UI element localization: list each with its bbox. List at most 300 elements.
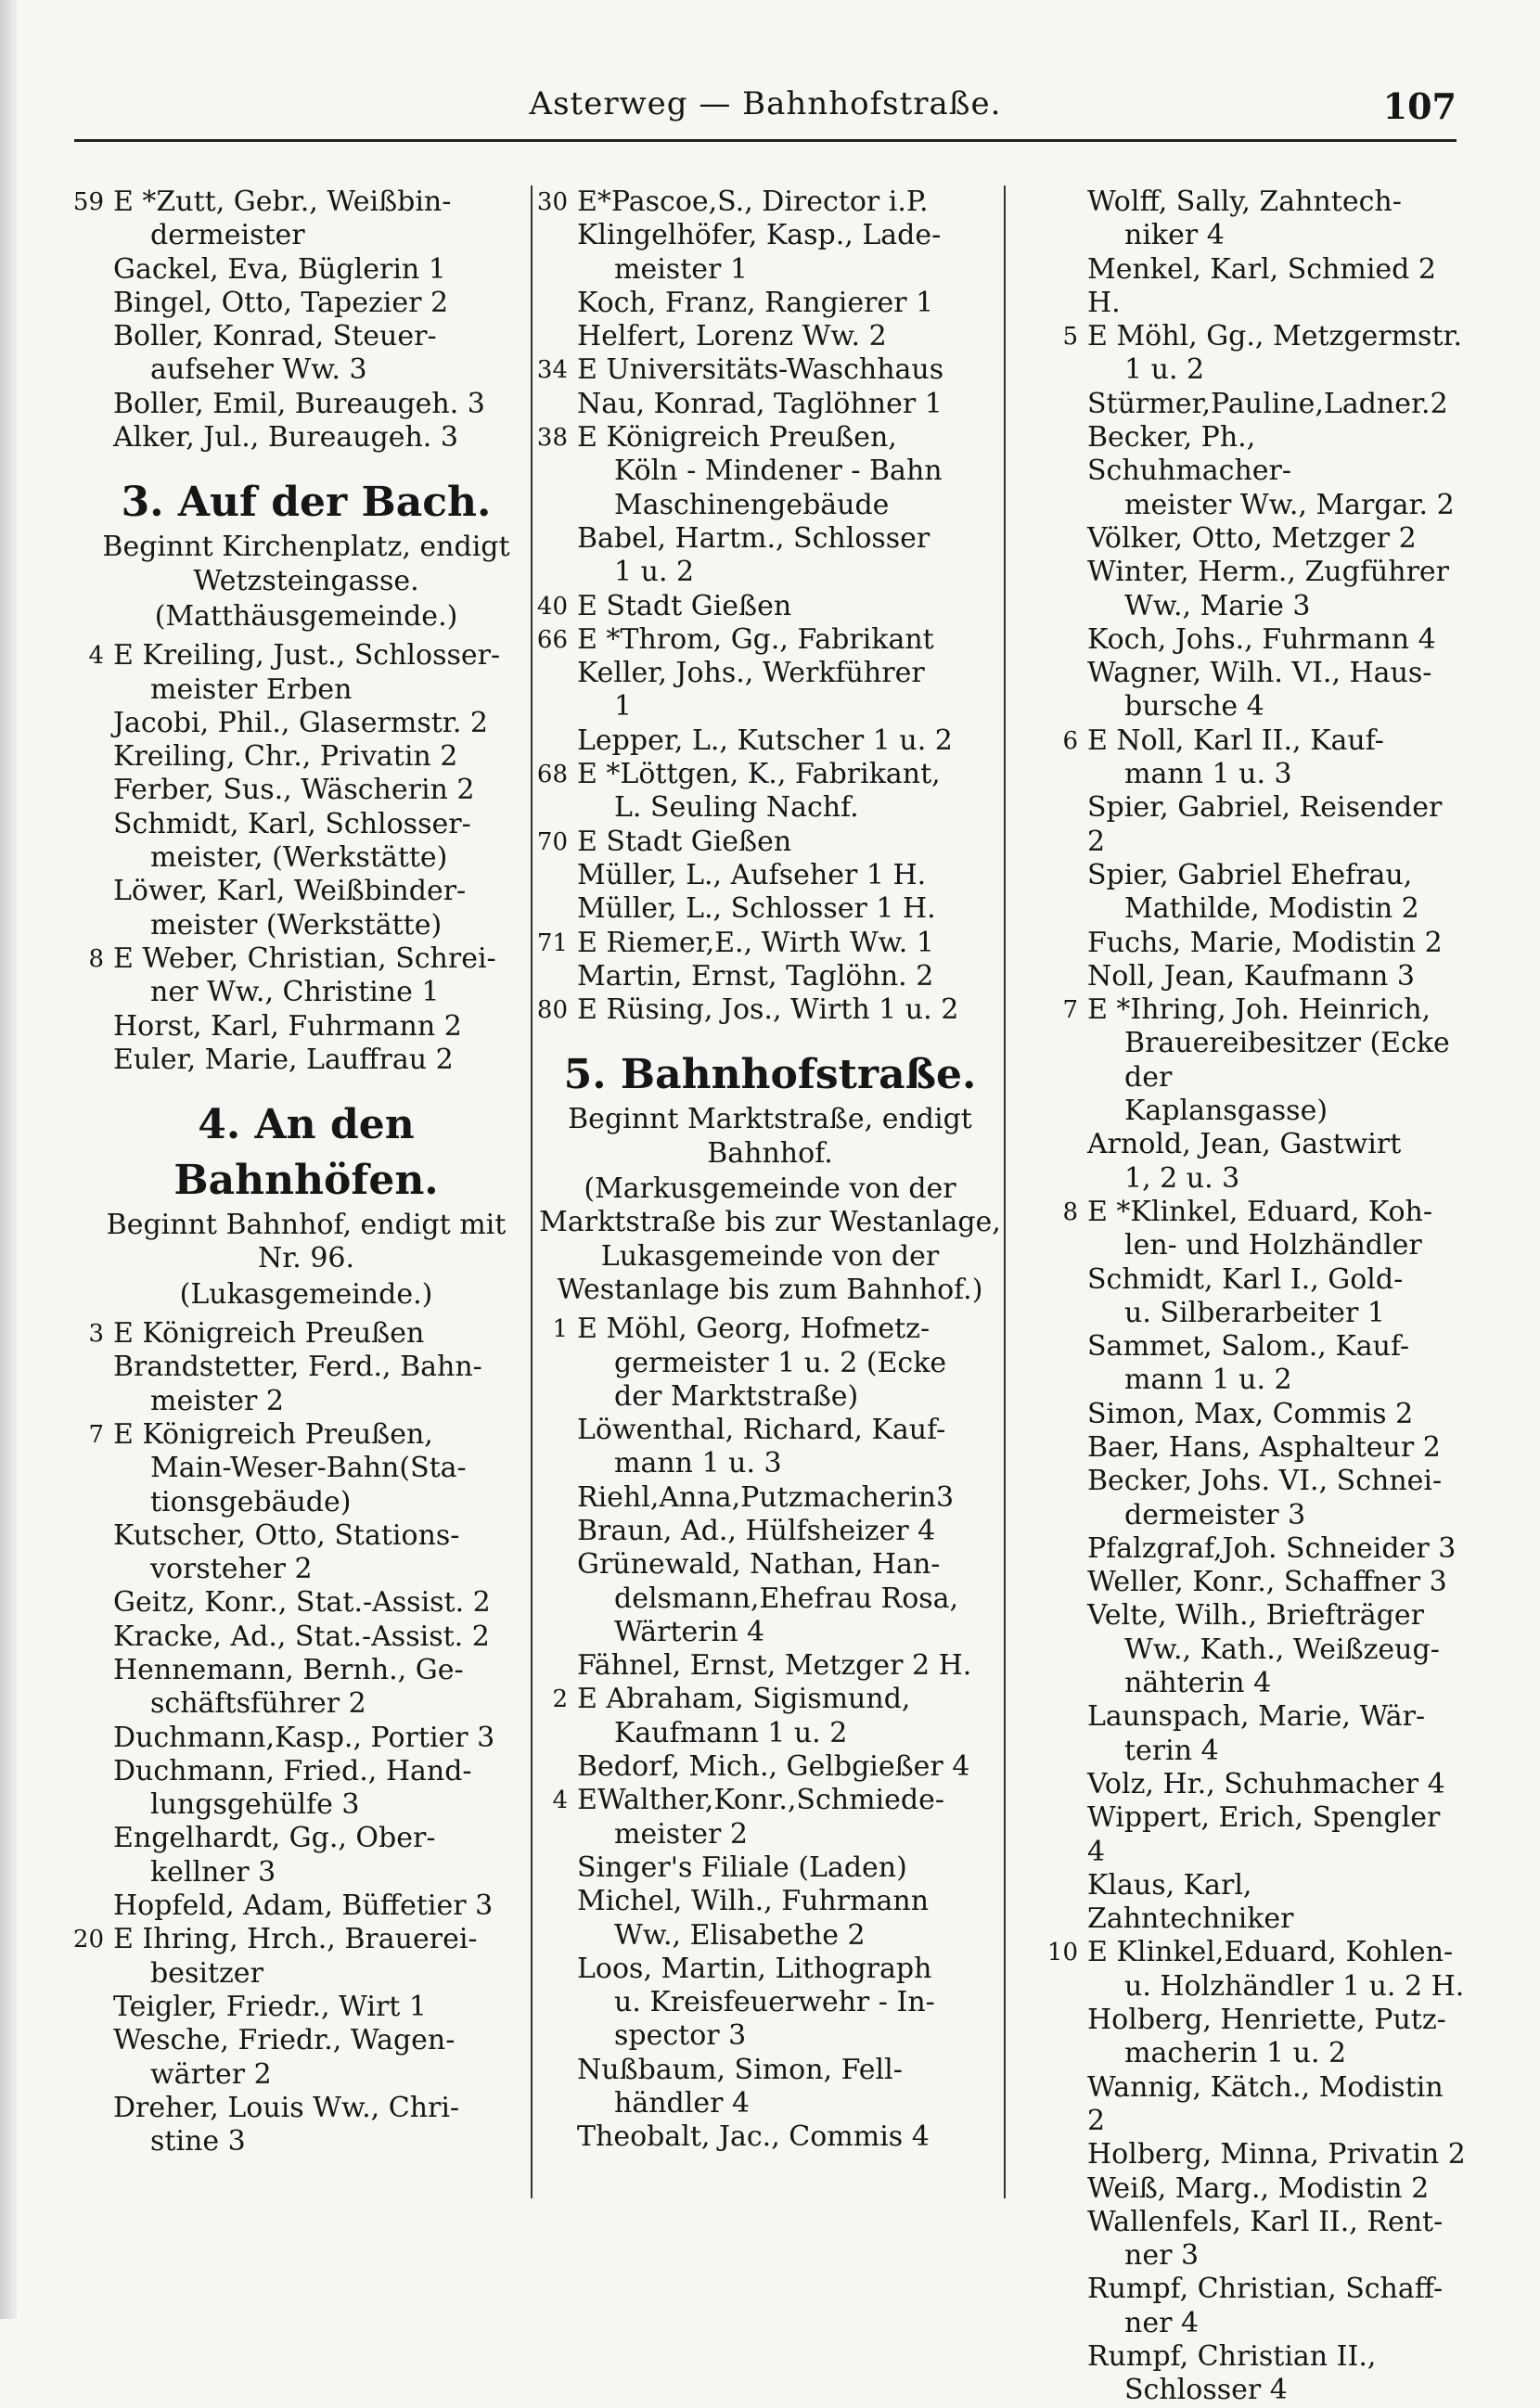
entry-line: macherin 1 u. 2 — [1124, 2037, 1347, 2070]
entry-line: Wallenfels, Karl II., Rent- — [1087, 2205, 1444, 2238]
directory-entry — [1048, 2004, 1466, 2071]
entry-line: meister Ww., Margar. 2 — [1124, 488, 1455, 521]
directory-entry — [74, 320, 538, 388]
entry-line: besitzer — [150, 1956, 263, 1990]
directory-entry — [1048, 421, 1466, 522]
entry-line: u. Kreisfeuerwehr - In- — [614, 1986, 935, 2019]
directory-entry — [538, 287, 1002, 320]
entry-line: Hopfeld, Adam, Büffetier 3 — [113, 1889, 494, 1923]
directory-entry — [538, 186, 1002, 219]
entry-line: Geitz, Konr., Stat.-Assist. 2 — [113, 1586, 491, 1620]
directory-entry — [74, 1351, 538, 1418]
directory-entry — [74, 287, 538, 320]
entry-line: Löwenthal, Richard, Kauf- — [577, 1414, 946, 1447]
directory-entry — [1048, 927, 1466, 960]
directory-entry — [1048, 2138, 1466, 2171]
directory-entry — [1048, 1700, 1466, 1768]
entry-line: dermeister 3 — [1124, 1498, 1306, 1531]
directory-entry — [1048, 1431, 1466, 1465]
entry-line: Baer, Hans, Asphalteur 2 — [1087, 1430, 1441, 1464]
entry-line: E Rüsing, Jos., Wirth 1 u. 2 — [577, 993, 959, 1027]
directory-entry — [1048, 2273, 1466, 2340]
entry-line: Klaus, Karl, Zahntechniker — [1087, 1868, 1294, 1936]
entry-line: Horst, Karl, Fuhrmann 2 — [113, 1009, 462, 1043]
directory-entry — [538, 1851, 1002, 1885]
directory-entry — [1048, 2206, 1466, 2274]
entry-line: Babel, Hartm., Schlosser — [577, 521, 930, 555]
entry-line: Brandstetter, Ferd., Bahn- — [113, 1351, 482, 1384]
directory-entry — [538, 320, 1002, 353]
directory-entry — [538, 522, 1002, 590]
page-header — [74, 85, 1457, 137]
entry-line: Ww., Elisabethe 2 — [614, 1918, 866, 1952]
section-title: 4. An den Bahnhöfen. — [173, 1101, 439, 1205]
directory-entry — [74, 421, 538, 455]
entry-line: Nau, Konrad, Taglöhner 1 — [577, 387, 943, 420]
entry-line: Volz, Hr., Schuhmacher 4 — [1087, 1767, 1445, 1800]
directory-entry — [74, 1586, 538, 1620]
directory-entry — [538, 960, 1002, 993]
house-number: 20 — [72, 1926, 104, 1954]
directory-entry — [1048, 657, 1466, 724]
directory-entry — [538, 219, 1002, 287]
directory-entry — [1048, 1465, 1466, 1532]
column-2 — [538, 186, 1002, 2217]
entry-line: ner 3 — [1124, 2239, 1200, 2273]
entry-line: u. Silberarbeiter 1 — [1124, 1296, 1385, 1329]
entry-line: E Klinkel,Eduard, Kohlen- — [1087, 1936, 1454, 1969]
entry-line: stine 3 — [150, 2125, 246, 2158]
directory-entry — [74, 740, 538, 774]
entry-line: Klingelhöfer, Kasp., Lade- — [577, 219, 942, 252]
entry-line: Velte, Wilh., Briefträger — [1087, 1599, 1424, 1633]
section-description: Wetzsteingasse. — [193, 564, 419, 597]
entry-line: Wannig, Kätch., Modistin 2 — [1087, 2070, 1444, 2137]
entry-line: Völker, Otto, Metzger 2 — [1087, 521, 1417, 555]
section-title: 5. Bahnhofstraße. — [563, 1051, 977, 1099]
entry-line: Main-Weser-Bahn(Sta- — [150, 1452, 467, 1485]
section-description: Nr. 96. — [257, 1242, 355, 1275]
entry-line: lungsgehülfe 3 — [150, 1788, 360, 1822]
entry-line: Keller, Johs., Werkführer — [577, 657, 925, 690]
entry-line: Wagner, Wilh. VI., Haus- — [1087, 657, 1432, 690]
directory-entry — [1048, 1196, 1466, 1263]
entry-line: meister, (Werkstätte) — [150, 841, 448, 875]
directory-entry — [74, 2024, 538, 2092]
entry-line: E Königreich Preußen, — [113, 1417, 433, 1451]
parish-note: (Matthäusgemeinde.) — [154, 599, 458, 633]
house-number: 10 — [1046, 1939, 1078, 1967]
entry-line: Arnold, Jean, Gastwirt — [1087, 1128, 1402, 1161]
entry-line: Kutscher, Otto, Stations- — [113, 1518, 460, 1552]
entry-line: Löwer, Karl, Weißbinder- — [113, 875, 467, 908]
directory-entry — [1048, 724, 1466, 792]
directory-entry — [538, 1885, 1002, 1953]
column-divider — [531, 186, 533, 2198]
directory-entry — [74, 1755, 538, 1823]
section-description: Beginnt Bahnhof, endigt mit — [106, 1209, 507, 1242]
house-number: 7 — [88, 1420, 104, 1449]
entry-line: der Marktstraße) — [614, 1379, 859, 1413]
entry-line: Euler, Marie, Lauffrau 2 — [113, 1043, 454, 1076]
entry-line: Spier, Gabriel Ehefrau, — [1087, 858, 1413, 891]
directory-entry — [74, 1722, 538, 1755]
section-heading — [74, 1097, 538, 1312]
entry-line: Duchmann,Kasp., Portier 3 — [113, 1721, 495, 1754]
entry-line: Köln - Mindener - Bahn — [614, 455, 943, 488]
entry-line: Boller, Emil, Bureaugeh. 3 — [113, 387, 485, 420]
directory-entry — [538, 657, 1002, 724]
directory-entry — [1048, 253, 1466, 321]
entry-line: Brauereibesitzer (Ecke der — [1124, 1027, 1450, 1094]
entry-line: Koch, Franz, Rangierer 1 — [577, 286, 934, 319]
directory-entry — [538, 1515, 1002, 1548]
entry-line: delsmann,Ehefrau Rosa, — [614, 1582, 959, 1615]
directory-entry — [1048, 1128, 1466, 1196]
directory-entry — [1048, 623, 1466, 657]
directory-entry — [1048, 993, 1466, 1128]
directory-entry — [538, 859, 1002, 892]
entry-line: Engelhardt, Gg., Ober- — [113, 1822, 436, 1855]
directory-entry — [74, 1317, 538, 1351]
entry-line: Weller, Konr., Schaffner 3 — [1087, 1566, 1447, 1599]
entry-line: Ferber, Sus., Wäscherin 2 — [113, 774, 475, 807]
entry-line: ner 4 — [1124, 2306, 1200, 2339]
entry-line: Hennemann, Bernh., Ge- — [113, 1653, 464, 1686]
entry-line: E Kreiling, Just., Schlosser- — [113, 639, 501, 672]
entry-line: E *Ihring, Joh. Heinrich, — [1087, 993, 1431, 1027]
entry-line: Maschinengebäude — [614, 488, 890, 521]
entry-line: Bingel, Otto, Tapezier 2 — [113, 286, 449, 319]
entry-line: Theobalt, Jac., Commis 4 — [577, 2120, 930, 2154]
entry-line: E *Zutt, Gebr., Weißbin- — [113, 186, 452, 218]
directory-entry — [1048, 1532, 1466, 1566]
entry-line: Kracke, Ad., Stat.-Assist. 2 — [113, 1620, 490, 1653]
directory-entry — [74, 1418, 538, 1519]
entry-line: kellner 3 — [150, 1855, 276, 1889]
entry-line: Wippert, Erich, Spengler 4 — [1087, 1801, 1441, 1868]
entry-line: Kaufmann 1 u. 2 — [614, 1716, 848, 1749]
entry-line: Martin, Ernst, Taglöhn. 2 — [577, 959, 934, 993]
entry-line: u. Holzhändler 1 u. 2 H. — [1124, 1969, 1465, 2003]
entry-line: Duchmann, Fried., Hand- — [113, 1754, 472, 1787]
entry-line: wärter 2 — [150, 2057, 272, 2091]
directory-entry — [1048, 1330, 1466, 1398]
directory-entry — [74, 1044, 538, 1077]
entry-line: 1, 2 u. 3 — [1124, 1161, 1240, 1195]
directory-entry — [538, 993, 1002, 1027]
entry-line: Wärterin 4 — [614, 1615, 765, 1648]
entry-line: Simon, Max, Commis 2 — [1087, 1397, 1414, 1430]
directory-entry — [1048, 1801, 1466, 1869]
entry-line: Rumpf, Christian II., — [1087, 2340, 1377, 2373]
house-number: 38 — [536, 424, 568, 453]
entry-line: E *Throm, Gg., Fabrikant — [577, 622, 934, 656]
entry-line: mann 1 u. 2 — [1124, 1364, 1292, 1397]
running-head: Asterweg — Bahnhofstraße. — [529, 85, 1002, 122]
directory-entry — [74, 2092, 538, 2159]
entry-line: Müller, L., Schlosser 1 H. — [577, 892, 936, 926]
column-1 — [74, 186, 538, 2217]
house-number: 8 — [88, 944, 104, 973]
directory-entry — [1048, 1398, 1466, 1431]
entry-line: 1 — [614, 690, 633, 724]
directory-entry — [74, 1654, 538, 1722]
directory-entry — [74, 186, 538, 253]
entry-line: Becker, Ph., Schuhmacher- — [1087, 421, 1292, 488]
directory-entry — [538, 1750, 1002, 1784]
entry-line: Schmidt, Karl, Schlosser- — [113, 807, 471, 840]
directory-entry — [538, 1414, 1002, 1481]
directory-entry — [74, 1991, 538, 2024]
entry-line: E Stadt Gießen — [577, 825, 792, 858]
page-number: 107 — [1382, 85, 1457, 127]
directory-entry — [74, 388, 538, 421]
entry-line: Nußbaum, Simon, Fell- — [577, 2053, 903, 2086]
directory-entry — [1048, 960, 1466, 993]
entry-line: Schlosser 4 — [1124, 2374, 1288, 2407]
entry-line: Kaplansgasse) — [1124, 1095, 1328, 1128]
section-description: Beginnt Marktstraße, endigt — [568, 1103, 972, 1136]
entry-line: meister 1 — [614, 252, 748, 286]
entry-line: Teigler, Friedr., Wirt 1 — [113, 1990, 427, 2023]
entry-line: Schmidt, Karl I., Gold- — [1087, 1262, 1404, 1296]
directory-entry — [538, 1649, 1002, 1683]
entry-line: meister 2 — [614, 1817, 748, 1851]
directory-entry — [538, 388, 1002, 421]
entry-line: mann 1 u. 3 — [614, 1447, 782, 1480]
directory-entry — [1048, 1768, 1466, 1801]
entry-line: Helfert, Lorenz Ww. 2 — [577, 320, 887, 353]
entry-line: vorsteher 2 — [150, 1553, 313, 1586]
house-number: 68 — [536, 761, 568, 789]
entry-line: Gackel, Eva, Büglerin 1 — [113, 252, 446, 286]
entry-line: E *Klinkel, Eduard, Koh- — [1087, 1195, 1433, 1228]
directory-entry — [1048, 2340, 1466, 2408]
entry-line: Singer's Filiale (Laden) — [577, 1851, 907, 1884]
entry-line: Fuchs, Marie, Modistin 2 — [1087, 926, 1443, 959]
house-number: 80 — [536, 996, 568, 1025]
directory-entry — [538, 927, 1002, 960]
directory-entry — [1048, 859, 1466, 927]
entry-line: Ww., Kath., Weißzeug- — [1124, 1633, 1440, 1666]
directory-entry — [74, 1889, 538, 1923]
entry-line: Jacobi, Phil., Glasermstr. 2 — [113, 706, 488, 739]
entry-line: len- und Holzhändler — [1124, 1229, 1422, 1262]
directory-entry — [538, 2054, 1002, 2121]
book-gutter-shadow — [0, 0, 17, 2319]
parish-note: (Lukasgemeinde.) — [179, 1277, 433, 1311]
entry-line: Mathilde, Modistin 2 — [1124, 892, 1419, 926]
section-title: 3. Auf der Bach. — [121, 479, 492, 527]
section-description: Bahnhof. — [707, 1136, 833, 1170]
entry-line: Wolff, Sally, Zahntech- — [1087, 186, 1402, 218]
parish-note: (Markusgemeinde von der Marktstraße bis zur Westanlage, Lukasgemeinde von der Westanlage bis zum Bahnhof.) — [539, 1172, 1001, 1306]
entry-line: Braun, Ad., Hülfsheizer 4 — [577, 1514, 936, 1547]
directory-entry — [538, 758, 1002, 826]
entry-line: E Möhl, Gg., Metzgermstr. — [1087, 320, 1463, 353]
directory-entry — [74, 808, 538, 876]
entry-line: L. Seuling Nachf. — [614, 791, 859, 825]
entry-line: bursche 4 — [1124, 690, 1264, 724]
entry-line: nähterin 4 — [1124, 1667, 1272, 1700]
house-number: 4 — [552, 1787, 568, 1815]
entry-line: E Riemer,E., Wirth Ww. 1 — [577, 926, 934, 959]
directory-entry — [1048, 2071, 1466, 2139]
directory-entry — [1048, 1599, 1466, 1700]
entry-line: Menkel, Karl, Schmied 2 H. — [1087, 252, 1436, 319]
entry-line: händler 4 — [614, 2087, 751, 2120]
entry-line: Boller, Konrad, Steuer- — [113, 320, 437, 353]
directory-entry — [1048, 320, 1466, 388]
directory-entry — [1048, 1869, 1466, 1937]
entry-line: tionsgebäude) — [150, 1485, 352, 1518]
directory-entry — [1048, 1566, 1466, 1599]
directory-entry — [538, 826, 1002, 859]
house-number: 40 — [536, 592, 568, 621]
entry-line: E *Löttgen, K., Fabrikant, — [577, 758, 941, 791]
directory-entry — [74, 253, 538, 287]
directory-entry — [538, 1784, 1002, 1851]
section-heading — [74, 475, 538, 634]
house-number: 6 — [1062, 726, 1078, 755]
entry-line: E Weber, Christian, Schrei- — [113, 941, 496, 975]
entry-line: Riehl,Anna,Putzmacherin3 — [577, 1480, 955, 1514]
entry-line: meister 2 — [150, 1384, 284, 1417]
entry-line: Loos, Martin, Lithograph — [577, 1952, 932, 1985]
entry-line: germeister 1 u. 2 (Ecke — [614, 1346, 947, 1379]
directory-entry — [1048, 186, 1466, 253]
directory-entry — [74, 774, 538, 807]
entry-line: Alker, Jul., Bureaugeh. 3 — [113, 421, 458, 455]
entry-line: Winter, Herm., Zugführer — [1087, 556, 1450, 589]
entry-line: Becker, Johs. VI., Schnei- — [1087, 1465, 1443, 1498]
entry-line: schäftsführer 2 — [150, 1687, 366, 1721]
entry-line: E Königreich Preußen, — [577, 421, 897, 455]
directory-entry — [538, 1481, 1002, 1515]
entry-line: Rumpf, Christian, Schaff- — [1087, 2273, 1444, 2306]
directory-entry — [74, 1010, 538, 1044]
entry-line: E Noll, Karl II., Kauf- — [1087, 724, 1384, 757]
entry-line: Fähnel, Ernst, Metzger 2 H. — [577, 1649, 972, 1683]
directory-entry — [1048, 1263, 1466, 1331]
entry-line: E*Pascoe,S., Director i.P. — [577, 186, 929, 218]
directory-entry — [1048, 2172, 1466, 2206]
entry-line: Müller, L., Aufseher 1 H. — [577, 858, 927, 891]
header-rule — [74, 139, 1457, 142]
section-heading — [538, 1047, 1002, 1307]
house-number: 7 — [1062, 996, 1078, 1025]
directory-entry — [1048, 1936, 1466, 2004]
house-number: 2 — [552, 1685, 568, 1714]
entry-line: niker 4 — [1124, 219, 1225, 252]
entry-line: E Stadt Gießen — [577, 589, 792, 622]
entry-line: E Königreich Preußen — [113, 1317, 425, 1351]
house-number: 30 — [536, 188, 568, 216]
entry-line: Noll, Jean, Kaufmann 3 — [1087, 959, 1415, 993]
directory-entry — [1048, 556, 1466, 623]
directory-entry — [74, 707, 538, 740]
section-description: Beginnt Kirchenplatz, endigt — [102, 531, 510, 564]
directory-entry — [538, 1313, 1002, 1414]
entry-line: aufseher Ww. 3 — [150, 353, 367, 387]
directory-entry — [538, 623, 1002, 657]
directory-entry — [1048, 388, 1466, 421]
directory-entry — [538, 2120, 1002, 2154]
directory-entry — [538, 892, 1002, 926]
directory-entry — [1048, 522, 1466, 556]
entry-line: E Universitäts-Waschhaus — [577, 353, 944, 387]
directory-entry — [74, 1620, 538, 1654]
entry-line: terin 4 — [1124, 1734, 1219, 1767]
house-number: 5 — [1062, 323, 1078, 352]
entry-line: meister Erben — [150, 672, 353, 706]
entry-line: Koch, Johs., Fuhrmann 4 — [1087, 622, 1436, 656]
column-divider — [1004, 186, 1006, 2198]
house-number: 34 — [536, 356, 568, 385]
entry-line: ner Ww., Christine 1 — [150, 976, 440, 1009]
directory-entry — [74, 875, 538, 942]
house-number: 70 — [536, 827, 568, 856]
entry-line: mann 1 u. 3 — [1124, 758, 1292, 791]
house-number: 1 — [552, 1315, 568, 1344]
directory-entry — [538, 1548, 1002, 1649]
house-number: 8 — [1062, 1198, 1078, 1226]
directory-entry — [74, 942, 538, 1010]
house-number: 71 — [536, 929, 568, 957]
entry-line: Dreher, Louis Ww., Chri- — [113, 2091, 460, 2124]
entry-line: Grünewald, Nathan, Han- — [577, 1548, 941, 1582]
directory-entry — [538, 590, 1002, 623]
column-3 — [1046, 186, 1466, 2407]
entry-line: Lepper, L., Kutscher 1 u. 2 — [577, 724, 953, 757]
directory-entry — [74, 639, 538, 707]
entry-line: E Abraham, Sigismund, — [577, 1683, 911, 1716]
entry-line: Holberg, Minna, Privatin 2 — [1087, 2138, 1466, 2171]
entry-line: Launspach, Marie, Wär- — [1087, 1700, 1426, 1734]
house-number: 4 — [88, 642, 104, 671]
entry-line: Kreiling, Chr., Privatin 2 — [113, 740, 458, 774]
directory-entry — [1048, 791, 1466, 859]
entry-line: Wesche, Friedr., Wagen- — [113, 2024, 456, 2057]
entry-line: Pfalzgraf,Joh. Schneider 3 — [1087, 1531, 1457, 1565]
entry-line: 1 u. 2 — [614, 556, 695, 589]
entry-line: E Ihring, Hrch., Brauerei- — [113, 1923, 478, 1956]
entry-line: dermeister — [150, 219, 305, 252]
entry-line: Bedorf, Mich., Gelbgießer 4 — [577, 1750, 970, 1784]
directory-entry — [538, 353, 1002, 387]
entry-line: Stürmer,Pauline,Ladner.2 — [1087, 387, 1448, 420]
entry-line: Spier, Gabriel, Reisender 2 — [1087, 791, 1443, 858]
house-number: 59 — [72, 188, 104, 216]
entry-line: Weiß, Marg., Modistin 2 — [1087, 2171, 1430, 2205]
directory-entry — [538, 724, 1002, 758]
entry-line: Ww., Marie 3 — [1124, 589, 1311, 622]
house-number: 66 — [536, 625, 568, 654]
directory-entry — [538, 1683, 1002, 1750]
entry-line: E Möhl, Georg, Hofmetz- — [577, 1313, 930, 1346]
entry-line: spector 3 — [614, 2019, 747, 2053]
directory-entry — [74, 1519, 538, 1587]
entry-line: EWalther,Konr.,Schmiede- — [577, 1784, 944, 1817]
directory-entry — [74, 1822, 538, 1889]
entry-line: Sammet, Salom., Kauf- — [1087, 1330, 1410, 1364]
entry-line: Holberg, Henriette, Putz- — [1087, 2004, 1446, 2037]
entry-line: Michel, Wilh., Fuhrmann — [577, 1885, 930, 1918]
entry-line: 1 u. 2 — [1124, 353, 1205, 387]
entry-line: meister (Werkstätte) — [150, 908, 443, 941]
house-number: 3 — [88, 1320, 104, 1349]
